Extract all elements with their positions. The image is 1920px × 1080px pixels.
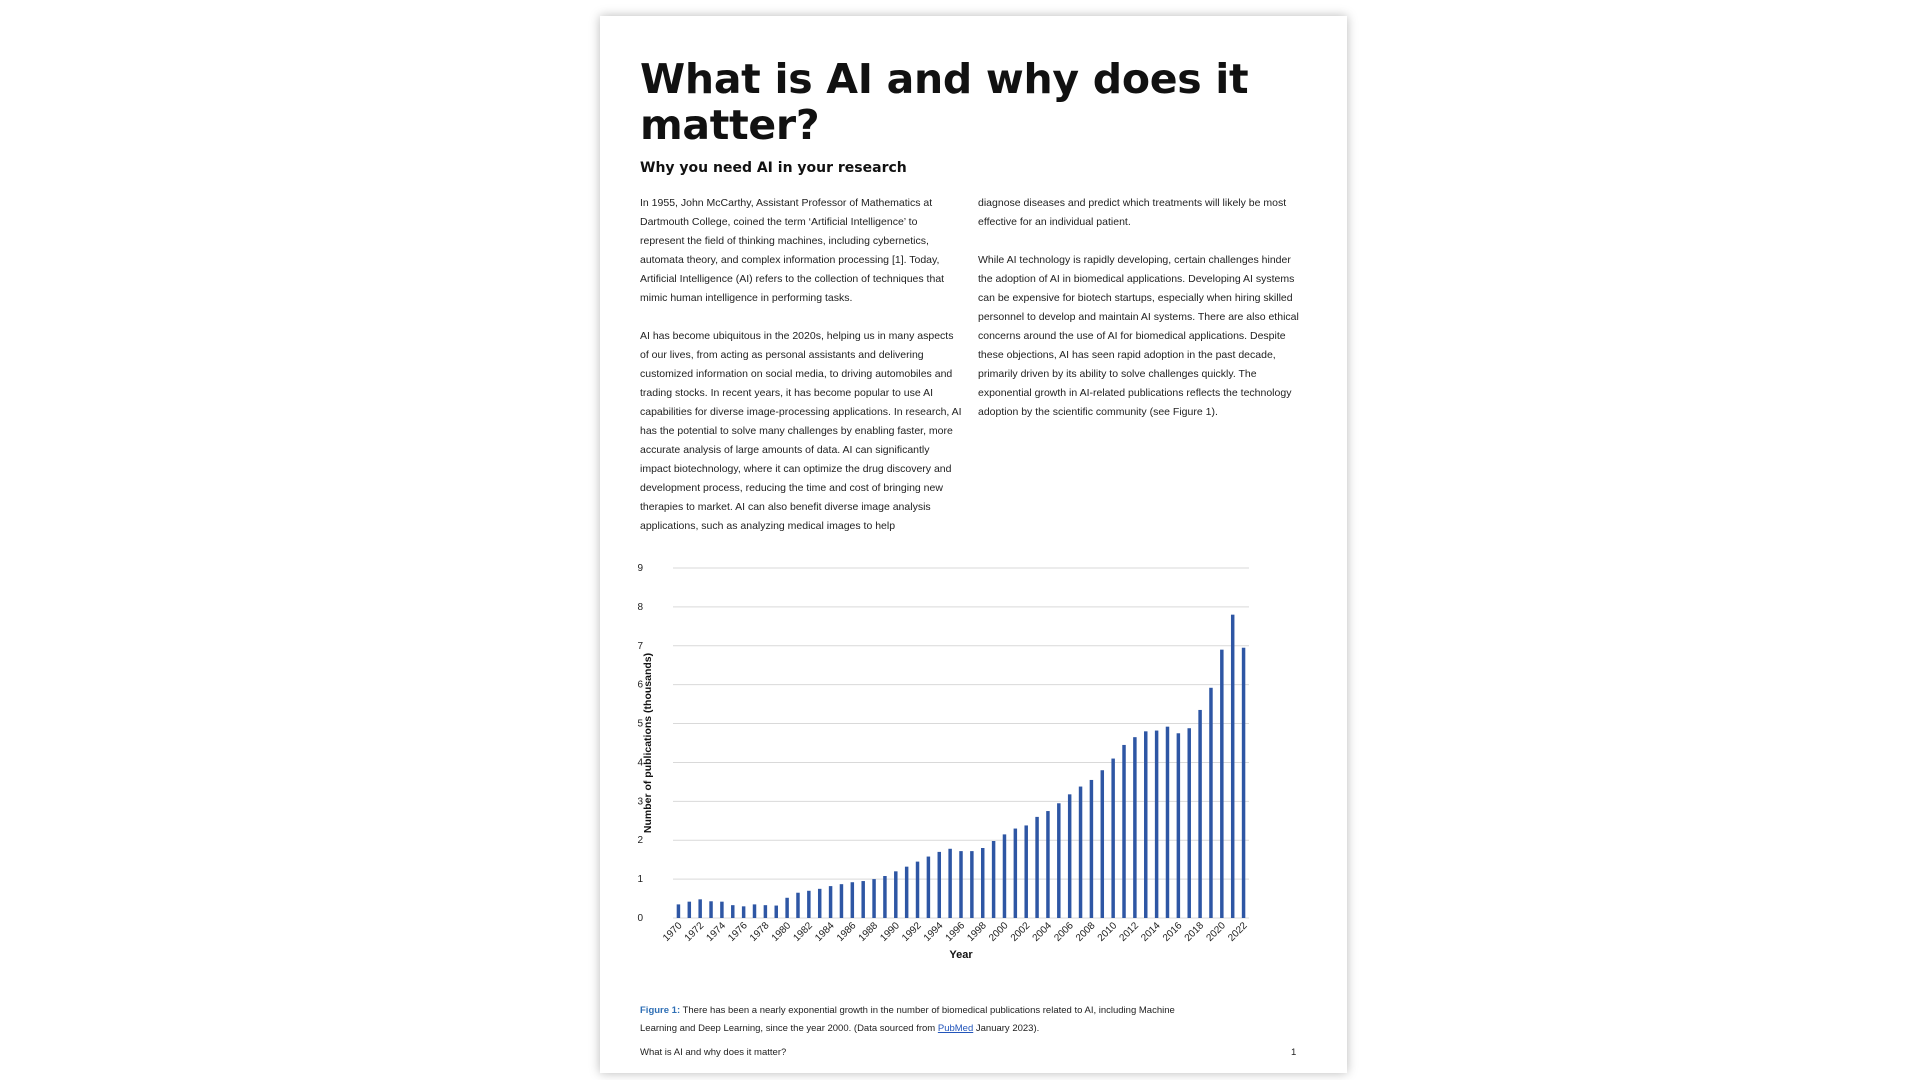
x-tick-label: 1984 (813, 920, 837, 944)
pubmed-link[interactable]: PubMed (937, 1023, 974, 1034)
x-tick-label: 1974 (704, 920, 729, 944)
x-tick-label: 1992 (900, 920, 924, 944)
page-number: 1 (1291, 1047, 1297, 1058)
bar-2013 (1144, 731, 1147, 918)
bar-1974 (720, 902, 723, 918)
bar-2017 (1187, 728, 1190, 918)
y-tick-label: 6 (637, 679, 643, 691)
x-tick-label: 2022 (1226, 920, 1250, 944)
bar-2011 (1122, 745, 1125, 918)
bar-1989 (883, 876, 886, 918)
x-tick-label: 1982 (791, 920, 815, 944)
bar-2018 (1198, 710, 1201, 918)
bar-2005 (1057, 803, 1060, 918)
x-tick-label: 1980 (769, 920, 794, 944)
y-tick-label: 4 (637, 757, 643, 769)
figure-caption (640, 1002, 1200, 1038)
bar-2009 (1101, 770, 1104, 918)
bar-1972 (698, 899, 701, 918)
x-tick-label: 1972 (682, 920, 707, 944)
bar-1993 (927, 857, 930, 918)
y-tick-label: 3 (637, 796, 643, 808)
bar-1979 (775, 906, 778, 918)
bar-1994 (938, 852, 941, 918)
bar-1990 (894, 871, 897, 918)
bar-1995 (948, 849, 951, 918)
bar-2006 (1068, 794, 1071, 918)
bar-2012 (1133, 737, 1136, 918)
y-axis-title: Number of publications (thousands) (642, 652, 654, 834)
text-column-left (640, 194, 962, 555)
x-tick-label: 1994 (921, 920, 946, 944)
x-tick-label: 1970 (661, 920, 685, 944)
paragraph: While AI technology is rapidly developing, certain challenges hinder the adoption of AI in biomedical applications. Developing AI systems can be expensive for biotech startups, especially when hiring skilled personnel to develop and maintain AI systems. There are also ethical concerns around the use of AI for biomedical applications. Despite these objections, AI has seen rapid adoption in the past decade, primarily driven by its ability to solve challenges quickly. The exponential growth in AI-related publications reflects the technology adoption by the scientific community (see Figure 1). (978, 254, 1299, 418)
bar-2014 (1155, 731, 1158, 918)
x-tick-label: 1996 (943, 920, 968, 944)
bar-1992 (916, 862, 919, 918)
y-tick-label: 9 (637, 563, 643, 574)
bar-1985 (840, 884, 843, 918)
bar-2008 (1090, 780, 1093, 918)
paragraph: AI has become ubiquitous in the 2020s, helping us in many aspects of our lives, from acting as personal assistants and delivering customized information on social media, to driving automobiles and trading stocks. In recent years, it has become popular to use AI capabilities for diverse image-processing applications. In research, AI has the potential to solve many challenges by enabling faster, more accurate analysis of large amounts of data. AI can significantly impact biotechnology, where it can optimize the drug discovery and development process, reducing the time and cost of bringing new therapies to market. AI can also benefit diverse image analysis applications, such as analyzing medical images to help (640, 330, 962, 532)
bar-2000 (1003, 834, 1006, 918)
x-axis-title: Year (949, 949, 973, 961)
x-tick-label: 2014 (1139, 920, 1163, 944)
y-tick-label: 0 (637, 913, 643, 924)
bar-1981 (796, 893, 799, 918)
bar-1991 (905, 867, 908, 918)
bar-2002 (1024, 825, 1027, 918)
footer-title: What is AI and why does it matter? (640, 1047, 787, 1058)
bar-2020 (1220, 650, 1223, 918)
x-tick-label: 1978 (747, 920, 772, 944)
bar-2004 (1046, 811, 1049, 918)
bar-1970 (677, 904, 680, 918)
x-tick-label: 1990 (878, 920, 902, 944)
bar-1997 (970, 851, 973, 918)
x-tick-label: 2020 (1204, 920, 1228, 944)
bar-1982 (807, 891, 810, 918)
y-tick-label: 5 (637, 718, 643, 730)
x-tick-label: 2006 (1052, 920, 1076, 944)
page-title: What is AI and why does it matter? (640, 55, 1249, 149)
x-tick-label: 2004 (1030, 920, 1055, 944)
bar-1988 (872, 879, 875, 918)
x-tick-label: 1988 (856, 920, 881, 944)
bar-2015 (1166, 727, 1169, 918)
bar-1976 (742, 906, 745, 918)
bar-2019 (1209, 688, 1212, 918)
bar-1978 (764, 905, 767, 918)
y-tick-label: 2 (637, 835, 643, 847)
bar-1984 (829, 886, 832, 918)
paragraph: In 1955, John McCarthy, Assistant Professor of Mathematics at Dartmouth College, coined the term ‘Artificial Intelligence’ to represent the field of thinking machines, including cybernetics, automata theory, and complex information processing [1]. Today, Artificial Intelligence (AI) refers to the collection of techniques that mimic human intelligence in performing tasks. (640, 197, 945, 304)
x-tick-label: 2018 (1182, 920, 1207, 944)
bar-1983 (818, 889, 821, 918)
bar-1998 (981, 848, 984, 918)
caption-label: Figure 1: (640, 1005, 681, 1016)
bar-2007 (1079, 787, 1082, 918)
bar-1987 (861, 881, 864, 918)
bar-2001 (1014, 829, 1017, 918)
bar-1986 (851, 882, 854, 918)
bar-2003 (1035, 817, 1038, 918)
publications-bar-chart (625, 546, 1315, 1026)
caption-text-end: January 2023). (973, 1023, 1040, 1034)
x-tick-label: 1986 (834, 920, 859, 944)
bar-1973 (709, 901, 712, 918)
paragraph: diagnose diseases and predict which treatments will likely be most effective for an individual patient. (978, 197, 1287, 228)
bar-1999 (992, 841, 995, 918)
x-tick-label: 2016 (1160, 920, 1185, 944)
bar-1971 (688, 902, 691, 918)
bar-1996 (959, 851, 962, 918)
bar-2021 (1231, 615, 1234, 918)
bar-1977 (753, 904, 756, 918)
x-tick-label: 2002 (1008, 920, 1033, 944)
x-tick-label: 1976 (726, 920, 750, 944)
x-tick-label: 1998 (965, 920, 989, 944)
caption-text: There has been a nearly exponential growth in the number of biomedical publications related to AI, including Machine Learning and Deep Learning, since the year 2000. (Data sourced from (640, 1005, 1175, 1034)
bar-2010 (1111, 759, 1114, 918)
x-tick-label: 2008 (1074, 920, 1098, 944)
y-tick-label: 7 (637, 640, 643, 652)
bar-1975 (731, 905, 734, 918)
bar-1980 (785, 898, 788, 918)
y-tick-label: 8 (637, 601, 643, 613)
y-tick-label: 1 (637, 874, 643, 886)
bar-2016 (1177, 733, 1180, 918)
bar-2022 (1242, 648, 1245, 918)
text-column-right (978, 194, 1300, 441)
x-tick-label: 2012 (1117, 920, 1142, 944)
page-subtitle: Why you need AI in your research (640, 160, 907, 176)
x-tick-label: 2000 (987, 920, 1011, 944)
document-page (600, 16, 1347, 1073)
x-tick-label: 2010 (1095, 920, 1120, 944)
